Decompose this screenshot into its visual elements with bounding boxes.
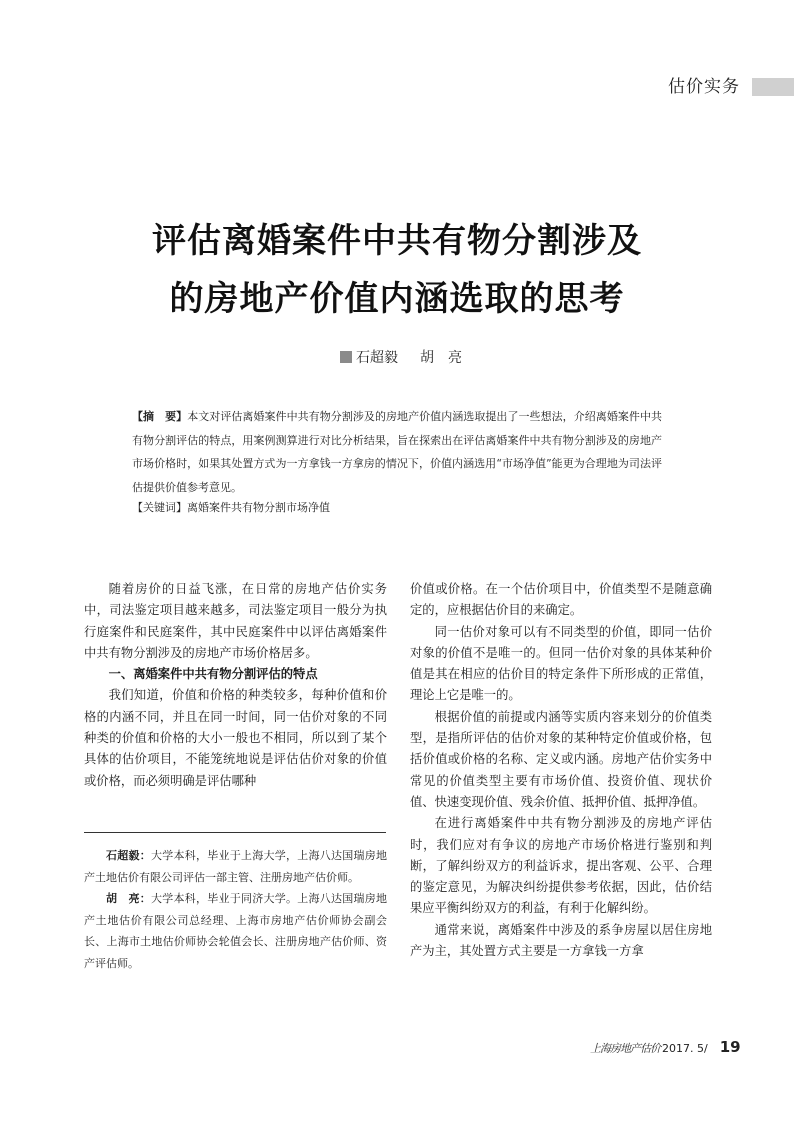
section-bar — [752, 78, 794, 96]
paragraph: 根据价值的前提或内涵等实质内容来划分的价值类型，是指所评估的估价对象的某种特定价值或价格，包括价值或价格的名称、定义或内涵。房地产估价实务中常见的价值类型主要有市场价值、投资价值、现状价值、快速变现价值、残余价值、抵押价值、抵押净值。 — [410, 709, 712, 809]
keywords-label: 【关键词】 — [132, 501, 187, 514]
paragraph: 同一估价对象可以有不同类型的价值，即同一估价对象的价值不是唯一的。但同一估价对象的具体某种价值是其在相应的估价目的特定条件下所形成的正常值，理论上它是唯一的。 — [410, 624, 712, 703]
abstract-text: 本文对评估离婚案件中共有物分割涉及的房地产价值内涵选取提出了一些想法，介绍离婚案件中共有物分割评估的特点，用案例测算进行对比分析结果，旨在探索出在评估离婚案件中共有物分割涉及的房地产市场价格时，如果其处置方式为一方拿钱一方拿房的情况下，价值内涵选用“市场净值”能更为合理地为司法评估提供价值参考意见。 — [132, 410, 663, 494]
author-bio — [84, 888, 387, 974]
section-label: 估价实务 — [668, 77, 740, 97]
journal-logo: 上海房地产估价 — [590, 1042, 660, 1055]
body-column-right — [410, 579, 712, 962]
author-bios — [84, 845, 387, 974]
author-bio — [84, 845, 387, 888]
bio-text: 大学本科，毕业于上海大学，上海八达国瑞房地产土地估价有限公司评估一部主管、注册房地产估价师。 — [84, 849, 387, 884]
section-heading: 一、离婚案件中共有物分割评估的特点 — [108, 667, 318, 682]
author-2: 胡 亮 — [420, 350, 462, 366]
page-number: 19 — [719, 1038, 741, 1056]
author-1: 石超毅 — [356, 350, 398, 366]
bio-text: 大学本科，毕业于同济大学。上海八达国瑞房地产土地估价有限公司总经理、上海市房地产估价师协会副会长、上海市土地估价师协会轮值会长、注册房地产估价师、资产评估师。 — [84, 892, 387, 970]
issue-label: 2017. 5/ — [662, 1042, 708, 1055]
body-column-left — [84, 579, 387, 792]
paragraph: 我们知道，价值和价格的种类较多，每种价值和价格的内涵不同，并且在同一时间，同一估价对象的不同种类的价值和价格的大小一般也不相同，所以到了某个具体的估价项目，不能笼统地说是评估估价对象的价值或价格，而必须明确是评估哪种 — [84, 688, 387, 788]
abstract-label: 【摘 要】 — [132, 410, 188, 423]
paragraph: 随着房价的日益飞涨，在日常的房地产估价实务中，司法鉴定项目越来越多，司法鉴定项目一般分为执行庭案件和民庭案件，其中民庭案件中以评估离婚案件中共有物分割涉及的房地产市场价格居多。 — [84, 582, 387, 660]
bio-name: 石超毅： — [106, 849, 151, 862]
author-square-icon — [340, 351, 352, 363]
keywords-text: 离婚案件共有物分割市场净值 — [187, 501, 330, 514]
page-footer — [590, 1037, 741, 1056]
author-line — [340, 347, 462, 367]
paragraph: 价值或价格。在一个估价项目中，价值类型不是随意确定的，应根据估价目的来确定。 — [410, 582, 712, 618]
keywords — [132, 497, 662, 519]
paragraph: 通常来说，离婚案件中涉及的系争房屋以居住房地产为主，其处置方式主要是一方拿钱一方拿 — [410, 922, 712, 959]
paragraph: 在进行离婚案件中共有物分割涉及的房地产评估时，我们应对有争议的房地产市场价格进行鉴别和判断，了解纠纷双方的利益诉求，提出客观、公平、合理的鉴定意见，为解决纠纷提供参考依据，因此，估价结果应平衡纠纷双方的利益，有利于化解纠纷。 — [410, 816, 712, 916]
title-line-2: 的房地产价值内涵选取的思考 — [169, 279, 625, 319]
abstract — [132, 405, 662, 499]
article-title — [0, 212, 794, 328]
footnote-divider — [84, 832, 386, 833]
bio-name: 胡 亮： — [106, 892, 151, 905]
title-line-1: 评估离婚案件中共有物分割涉及 — [152, 221, 642, 261]
